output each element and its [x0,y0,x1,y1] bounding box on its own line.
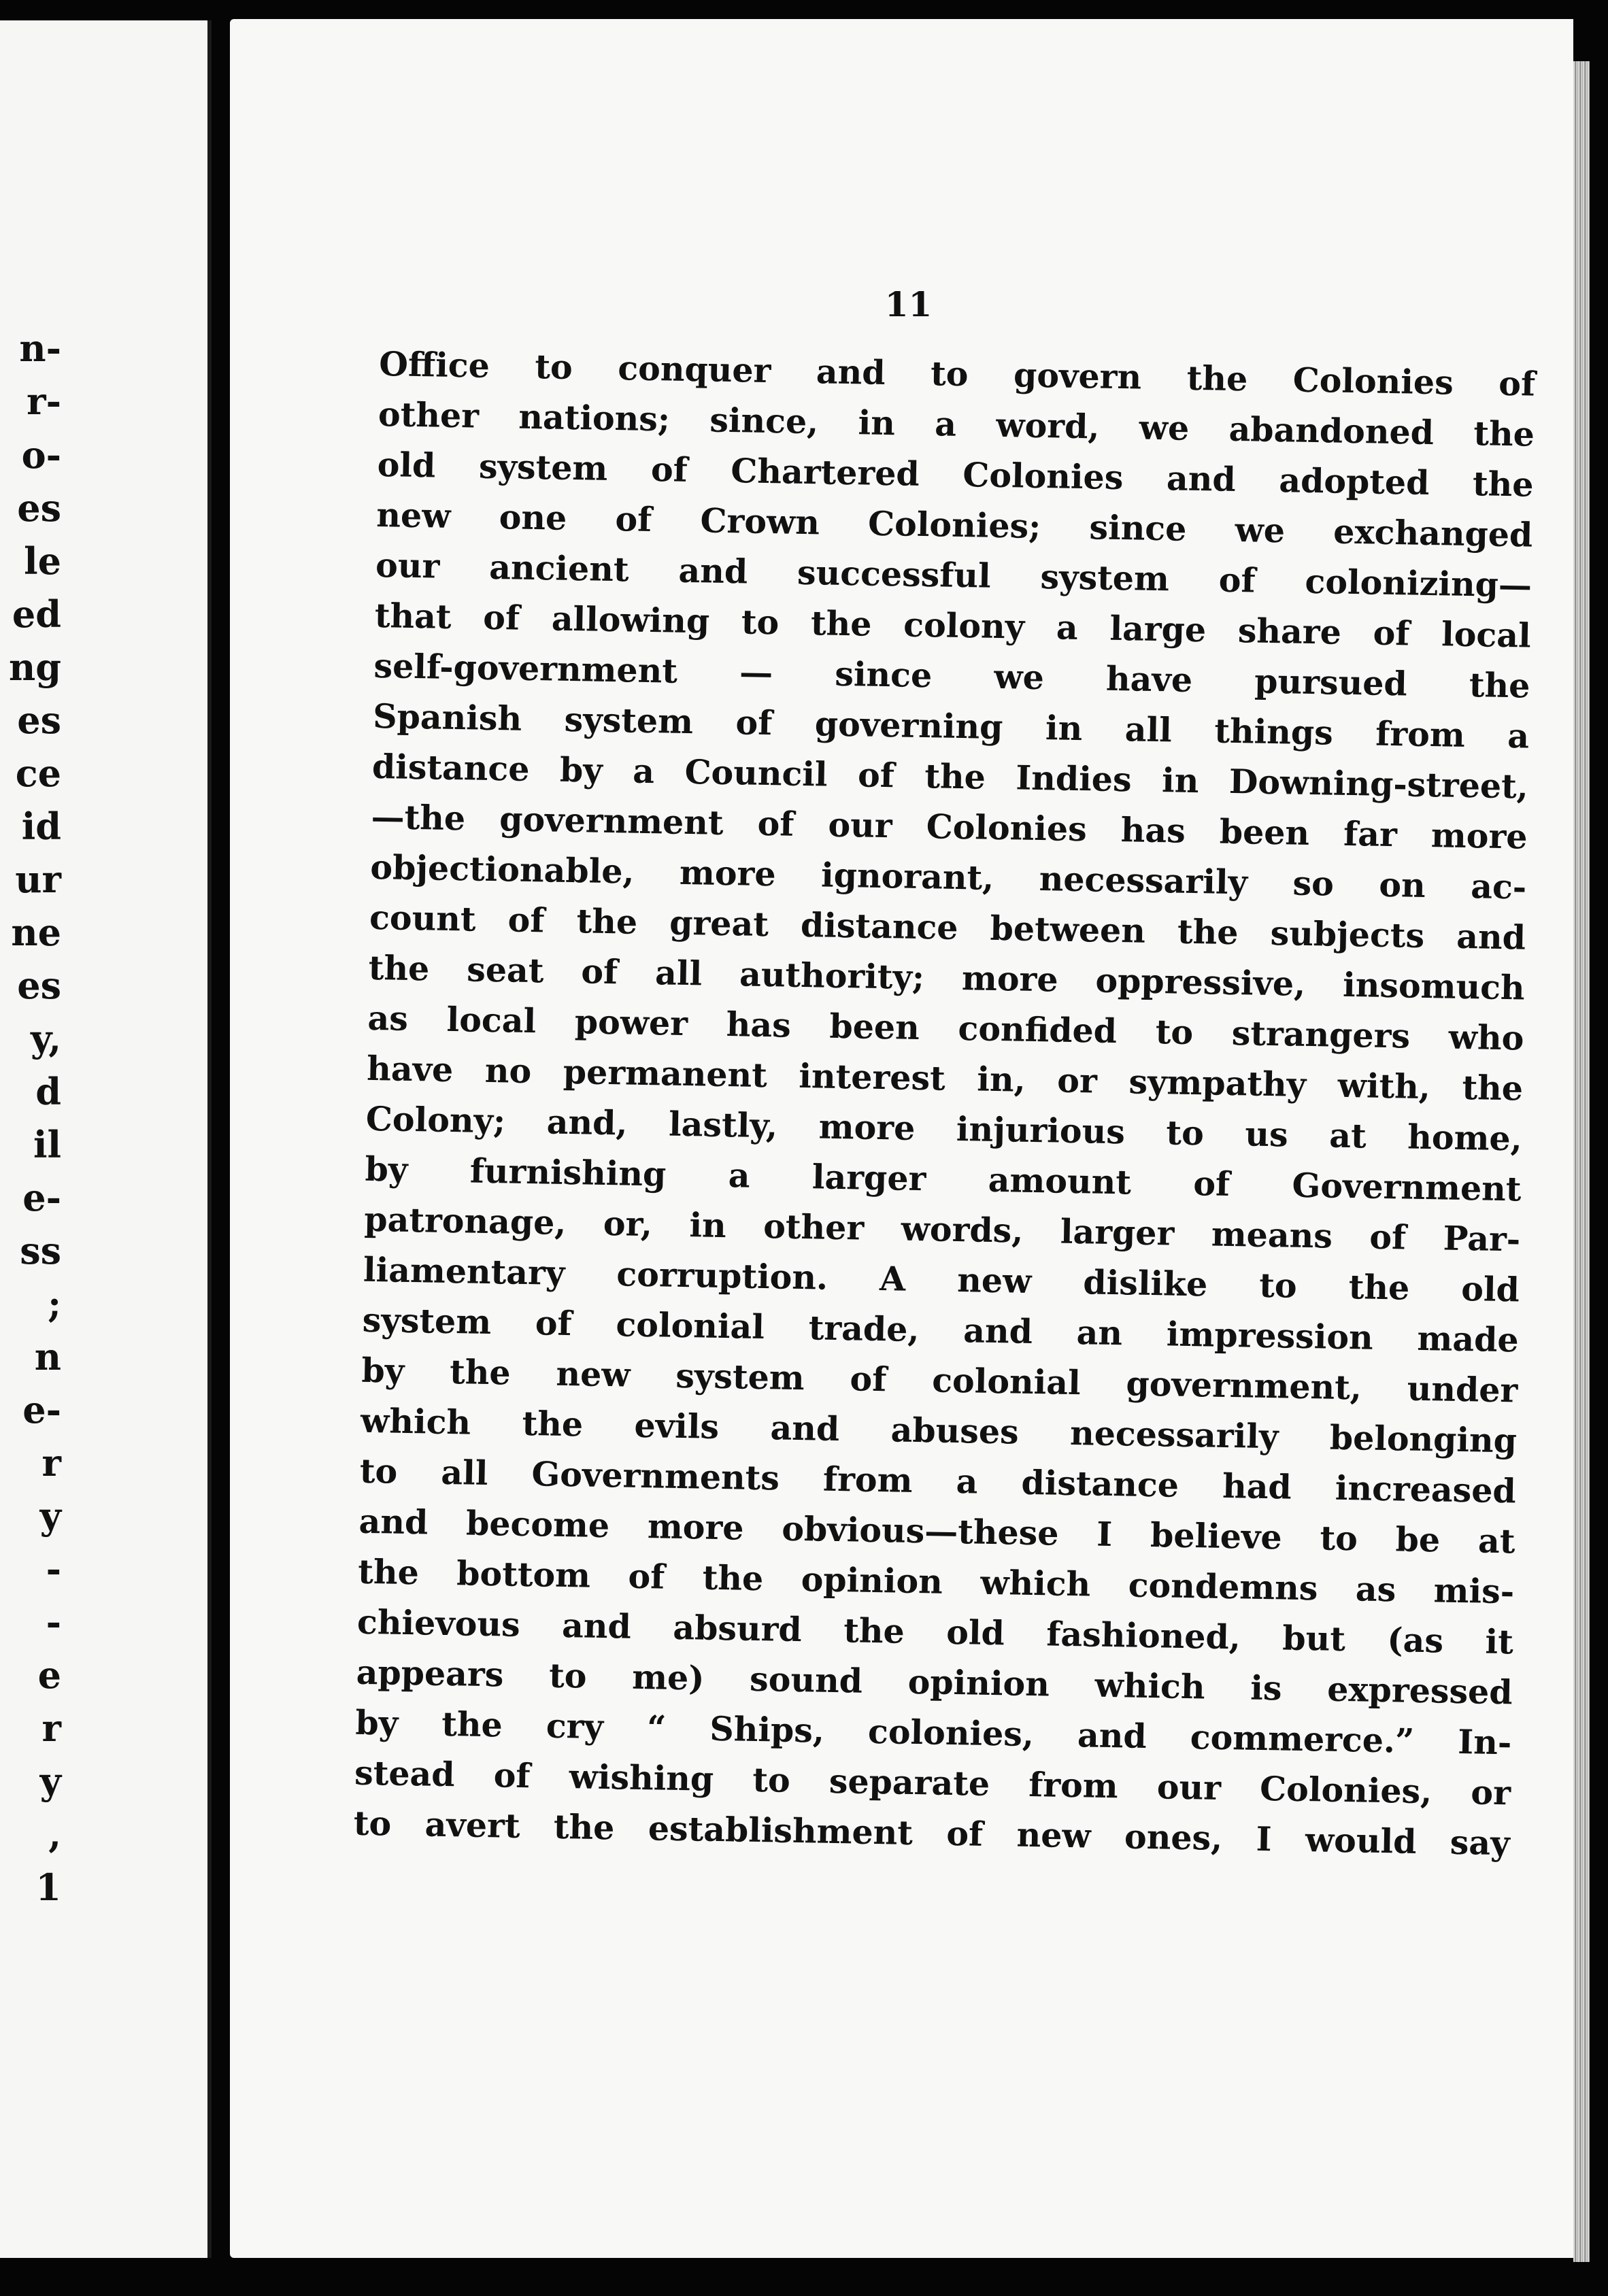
text-line: —the government of our Colonies has been far more [371,796,1528,857]
text-line: which the evils and abuses necessarily belonging [360,1400,1518,1461]
left-page-fragment: y, [30,1017,61,1060]
left-page-fragment: , [48,1812,61,1856]
text-line: the bottom of the opinion which condemns as mis- [357,1551,1515,1612]
left-page-fragment: n [34,1335,61,1379]
text-line: system of colonial trade, and an impression made [362,1300,1520,1360]
left-page-fragment: ne [11,911,61,954]
text-line: by furnishing a larger amount of Government [365,1149,1522,1209]
left-page-fragment: r [41,1441,61,1485]
left-page-fragment: ss [20,1229,61,1272]
text-line: liamentary corruption. A new dislike to the old [363,1249,1520,1310]
text-line: the seat of all authority; more oppressive, insomuch [368,947,1526,1008]
left-page-fragment: r [41,1706,61,1750]
body-text [353,339,1535,1868]
text-line: distance by a Council of the Indies in Downing-street, [371,746,1529,807]
left-page-fragment: id [21,805,61,848]
page-edge [1573,61,1590,2262]
left-page-fragment: ur [15,858,61,901]
text-line: Office to conquer and to govern the Colonies of [378,343,1536,404]
text-line: patronage, or, in other words, larger means of Par- [363,1199,1521,1260]
text-line: to avert the establishment of new ones, I would say [353,1803,1511,1863]
left-page-fragment: il [33,1123,61,1166]
left-page-fragment: e- [22,1176,61,1219]
left-page-fragment: - [46,1600,61,1644]
left-facing-page [0,20,212,2258]
text-line: our ancient and successful system of colonizing— [375,545,1532,605]
left-page-fragment: o- [21,433,61,477]
text-line: Spanish system of governing in all things from a [372,696,1530,756]
left-page-fragment: e [37,1653,61,1697]
text-line: appears to me) sound opinion which is expressed [356,1652,1513,1712]
text-line: chievous and absurd the old fashioned, but (as it [356,1602,1514,1662]
text-line: old system of Chartered Colonies and adopted the [377,444,1535,505]
left-page-fragment: d [35,1070,61,1113]
left-page-fragment: le [24,539,61,583]
left-page-fragment: y [39,1494,61,1538]
left-page-fragment: r- [27,379,61,423]
text-line: stead of wishing to separate from our Colonies, or [354,1753,1511,1813]
left-page-fragment: es [17,698,61,742]
main-page [230,19,1573,2258]
text-line: new one of Crown Colonies; since we exchanged [375,494,1533,555]
left-page-fragment: y [39,1759,61,1803]
text-line: Colony; and, lastly, more injurious to us at home, [365,1098,1523,1159]
text-line: by the cry “ Ships, colonies, and commerce.” In- [354,1702,1512,1763]
left-page-fragment: - [46,1547,61,1591]
left-page-fragment: n- [19,326,61,370]
text-line: have no permanent interest in, or sympathy with, the [366,1048,1524,1109]
left-page-fragment: es [17,964,61,1007]
left-page-fragment: ed [12,592,61,636]
left-page-fragment: e- [22,1388,61,1432]
text-line: by the new system of colonial government, under [361,1350,1518,1411]
text-line: objectionable, more ignorant, necessarily so on ac- [369,847,1527,907]
text-line: as local power has been confided to strangers who [367,998,1524,1058]
text-line: to all Governments from a distance had increased [359,1451,1517,1511]
left-page-fragment: ng [8,645,61,689]
text-line: other nations; since, in a word, we abandoned the [378,394,1535,454]
left-page-fragment: es [17,486,61,530]
text-line: that of allowing to the colony a large share of local [374,595,1532,656]
text-line: self-government — since we have pursued the [373,645,1530,706]
text-line: and become more obvious—these I believe to be at [358,1501,1515,1561]
left-page-fragment: 1 [35,1866,61,1909]
left-page-fragment: ce [15,752,61,795]
page-number: 11 [884,284,933,324]
text-line: count of the great distance between the subjects and [369,897,1526,958]
left-page-fragment: ; [48,1282,61,1326]
